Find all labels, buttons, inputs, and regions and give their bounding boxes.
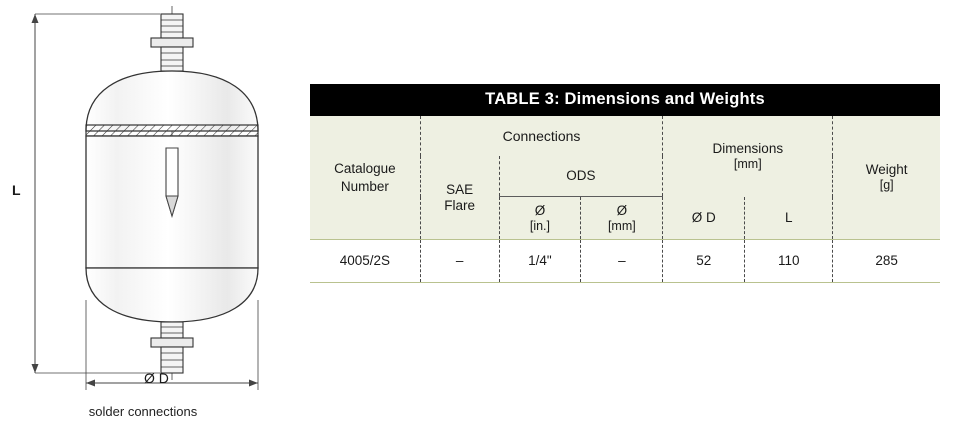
dimensions-weights-table [310, 116, 940, 283]
header-ods-mm-line1: Ø [616, 202, 628, 218]
dimension-diameter-label: Ø D [144, 370, 169, 386]
cell-weight: 285 [833, 240, 940, 283]
header-dimensions-line1: Dimensions [712, 140, 784, 156]
header-weight [833, 116, 940, 240]
header-sae-flare [420, 156, 499, 240]
technical-drawing [0, 0, 300, 445]
cell-sae-flare: – [420, 240, 499, 283]
header-ods-inches [499, 197, 581, 240]
header-ods-mm-line2: [mm] [607, 218, 636, 233]
header-ods-mm [581, 197, 663, 240]
table-row [310, 240, 940, 283]
header-connections: Connections [420, 116, 663, 156]
header-weight-line1: Weight [865, 162, 908, 178]
cell-length-l: 110 [745, 240, 833, 283]
dimension-length-label: L [12, 182, 21, 198]
dimensions-table [310, 84, 940, 283]
lower-shell [86, 268, 258, 322]
weld-seam-band [86, 125, 258, 136]
header-diameter-d: Ø D [663, 197, 745, 240]
cell-ods-inches: 1/4" [499, 240, 581, 283]
cell-diameter-d: 52 [663, 240, 745, 283]
table-header-group-row [310, 116, 940, 156]
header-weight-line2: [g] [879, 178, 894, 193]
header-ods-inches-line1: Ø [534, 202, 546, 218]
filter-drier-diagram [0, 0, 300, 400]
cell-catalogue-number: 4005/2S [310, 240, 420, 283]
top-solder-connection [151, 14, 193, 71]
header-catalogue-number-line1: Catalogue [334, 160, 396, 176]
upper-shell [86, 71, 258, 131]
header-sae-flare-line1: SAE [446, 181, 474, 197]
header-catalogue-number [310, 116, 420, 240]
header-ods-inches-line2: [in.] [529, 218, 551, 233]
table-title: TABLE 3: Dimensions and Weights [310, 84, 940, 116]
header-catalogue-number-line2: Number [340, 178, 389, 194]
bottom-solder-connection [151, 322, 193, 373]
header-sae-flare-line2: Flare [444, 197, 475, 213]
drawing-caption: solder connections [88, 404, 198, 419]
header-dimensions [663, 116, 833, 197]
header-dimensions-line2: [mm] [733, 156, 762, 171]
header-ods: ODS [499, 156, 663, 197]
cell-ods-mm: – [581, 240, 663, 283]
header-length-l: L [745, 197, 833, 240]
